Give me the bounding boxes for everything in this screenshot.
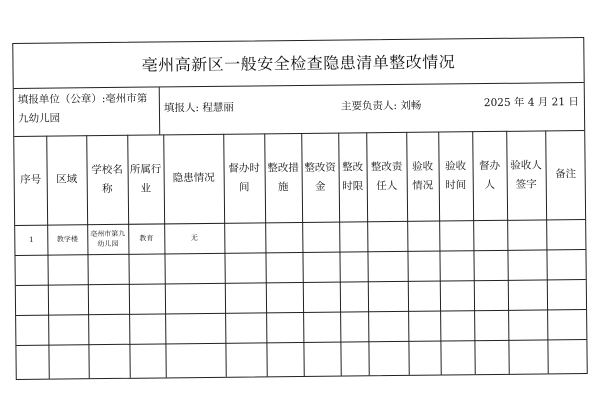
header-cell: 督办人 — [478, 159, 501, 191]
header-cell: 学校名称 — [91, 163, 123, 195]
reporting-unit-label: 填报单位（公章）: — [17, 93, 106, 106]
reporter — [164, 99, 234, 119]
header-cell: 整改时限 — [342, 160, 364, 193]
row-divider — [16, 339, 586, 346]
header-cell: 隐患情况 — [172, 171, 215, 185]
header-cell: 验收情况 — [412, 160, 434, 192]
table-cell: 教学楼 — [56, 235, 78, 244]
header-cell: 备注 — [555, 168, 577, 181]
reporting-unit-value: 亳州市第九幼儿园 — [17, 92, 148, 125]
report-date: 2025 年 4 月 21 日 — [483, 96, 579, 110]
row-divider — [16, 309, 586, 316]
header-cell: 整改责任人 — [370, 160, 403, 192]
header-cell: 区域 — [56, 173, 78, 186]
info-divider — [159, 86, 161, 134]
header-cell: 所属行业 — [129, 162, 162, 195]
reporting-unit — [18, 89, 158, 128]
table-cell: 教育 — [139, 234, 154, 243]
header-cell: 整改资金 — [304, 161, 336, 193]
row-divider — [14, 82, 584, 89]
header-cell: 整改措施 — [267, 161, 299, 193]
header-cell: 督办时间 — [228, 161, 260, 194]
reporter-value: 程慧丽 — [202, 101, 234, 115]
main-leader — [341, 97, 422, 117]
header-cell: 验收时间 — [444, 159, 467, 191]
reporter-label: 填报人: — [163, 102, 200, 115]
main-leader-value: 刘畅 — [400, 99, 422, 112]
header-cell: 验收人签字 — [510, 158, 542, 191]
main-leader-label: 主要负责人: — [340, 99, 398, 113]
header-cell: 序号 — [20, 173, 42, 186]
table-cell: 1 — [29, 235, 34, 244]
table-cell: 无 — [190, 234, 198, 243]
document-title: 亳州高新区一般安全检查隐患清单整改情况 — [141, 52, 456, 75]
report-table — [12, 37, 587, 380]
table-cell: 亳州市第九幼儿园 — [90, 229, 126, 249]
row-divider — [16, 279, 586, 286]
